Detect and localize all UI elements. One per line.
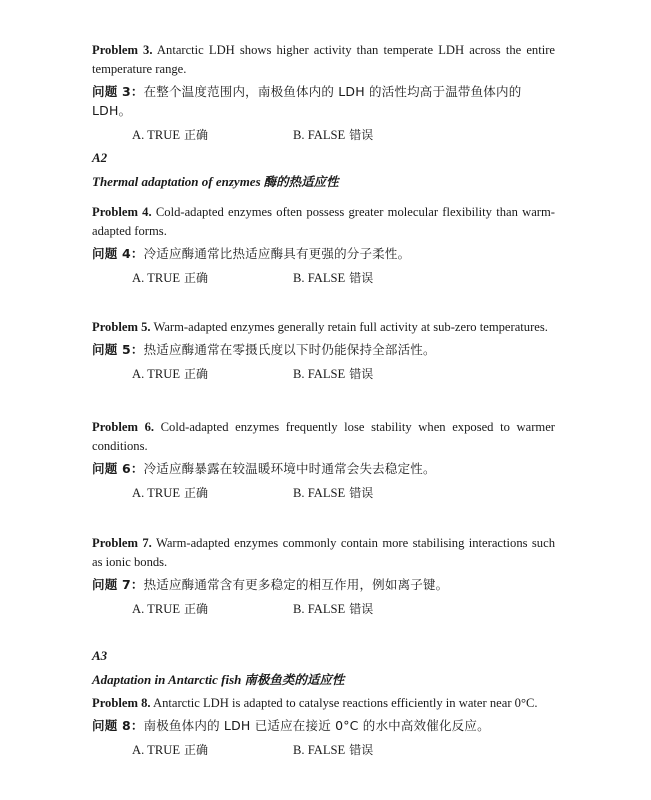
problem-3-text: Antarctic LDH shows higher activity than temperate LDH across the entire temperature range. xyxy=(92,43,555,76)
problem-4-text: Cold-adapted enzymes often possess greater molecular flexibility than warm-adapted forms. xyxy=(92,205,555,238)
problem-5 xyxy=(92,318,555,385)
problem-4-zh-label: 问题 4： xyxy=(92,246,144,261)
problem-6-option-true[interactable] xyxy=(132,484,208,503)
option-label: A. TRUE xyxy=(132,602,181,616)
option-label: B. FALSE xyxy=(293,486,346,500)
option-label-zh: 正确 xyxy=(184,128,209,142)
problem-5-chinese xyxy=(92,340,555,359)
problem-3-options xyxy=(92,126,555,146)
problem-6-option-false[interactable] xyxy=(293,484,373,503)
problem-5-zh-text: 热适应酶通常在零摄氏度以下时仍能保持全部活性。 xyxy=(143,342,436,357)
section-a2-id: A2 xyxy=(92,150,108,165)
section-a3-title-en: Adaptation in Antarctic fish xyxy=(92,672,242,687)
problem-5-label: Problem 5. xyxy=(92,320,151,334)
problem-3-zh-label: 问题 3： xyxy=(92,84,144,99)
problem-4 xyxy=(92,203,555,289)
problem-8-text: Antarctic LDH is adapted to catalyse reactions efficiently in water near 0°C. xyxy=(150,696,538,710)
option-label: A. TRUE xyxy=(132,367,181,381)
option-label-zh: 正确 xyxy=(184,271,209,285)
problem-4-label: Problem 4. xyxy=(92,205,152,219)
section-a2-title-zh: 酶的热适应性 xyxy=(263,174,339,189)
option-label-zh: 正确 xyxy=(184,602,209,616)
problem-7-zh-text: 热适应酶通常含有更多稳定的相互作用，例如离子键。 xyxy=(143,577,449,592)
option-label: B. FALSE xyxy=(293,128,346,142)
problem-6-chinese xyxy=(92,459,555,478)
option-label: A. TRUE xyxy=(132,743,181,757)
problem-7-zh-label: 问题 7： xyxy=(92,577,144,592)
option-label-zh: 错误 xyxy=(349,602,374,616)
problem-7-option-true[interactable] xyxy=(132,600,208,619)
problem-5-zh-label: 问题 5： xyxy=(92,342,144,357)
option-label-zh: 错误 xyxy=(349,271,374,285)
problem-8 xyxy=(92,694,555,761)
problem-7-chinese xyxy=(92,575,555,594)
option-label-zh: 错误 xyxy=(349,743,374,757)
option-label: A. TRUE xyxy=(132,128,181,142)
problem-5-option-true[interactable] xyxy=(132,365,208,384)
option-label: A. TRUE xyxy=(132,271,181,285)
section-a3-id: A3 xyxy=(92,648,108,663)
problem-4-chinese xyxy=(92,244,555,263)
problem-8-chinese xyxy=(92,716,555,735)
problem-6-options xyxy=(92,484,555,504)
option-label-zh: 错误 xyxy=(349,128,374,142)
option-label: B. FALSE xyxy=(293,271,346,285)
problem-7-english xyxy=(92,534,555,572)
option-label: B. FALSE xyxy=(293,367,346,381)
problem-4-english xyxy=(92,203,555,241)
problem-3 xyxy=(92,41,555,146)
problem-3-label: Problem 3. xyxy=(92,43,153,57)
problem-6-zh-label: 问题 6： xyxy=(92,461,144,476)
option-label: B. FALSE xyxy=(293,602,346,616)
problem-3-option-false[interactable] xyxy=(293,126,373,145)
problem-6-english xyxy=(92,418,555,456)
problem-7-text: Warm-adapted enzymes commonly contain more stabilising interactions such as ionic bonds. xyxy=(92,536,555,569)
problem-8-label: Problem 8. xyxy=(92,696,151,710)
option-label-zh: 正确 xyxy=(184,486,209,500)
problem-8-options xyxy=(92,741,555,761)
problem-7-label: Problem 7. xyxy=(92,536,152,550)
problem-6-zh-text: 冷适应酶暴露在较温暖环境中时通常会失去稳定性。 xyxy=(143,461,436,476)
problem-6-text: Cold-adapted enzymes frequently lose stability when exposed to warmer conditions. xyxy=(92,420,555,453)
problem-4-zh-text: 冷适应酶通常比热适应酶具有更强的分子柔性。 xyxy=(143,246,411,261)
problem-4-options xyxy=(92,269,555,289)
option-label-zh: 错误 xyxy=(349,367,374,381)
problem-7 xyxy=(92,534,555,620)
option-label-zh: 错误 xyxy=(349,486,374,500)
problem-8-english xyxy=(92,694,555,713)
problem-6 xyxy=(92,418,555,504)
problem-7-options xyxy=(92,600,555,620)
problem-3-option-true[interactable] xyxy=(132,126,208,145)
problem-3-zh-text: 在整个温度范围内，南极鱼体内的 LDH 的活性均高于温带鱼体内的 LDH。 xyxy=(92,84,522,118)
section-a2-title xyxy=(92,172,339,190)
section-a2-title-en: Thermal adaptation of enzymes xyxy=(92,174,261,189)
option-label: A. TRUE xyxy=(132,486,181,500)
problem-7-option-false[interactable] xyxy=(293,600,373,619)
problem-5-english xyxy=(92,318,555,337)
option-label-zh: 正确 xyxy=(184,743,209,757)
section-a3-title-zh: 南极鱼类的适应性 xyxy=(244,672,345,687)
problem-8-option-false[interactable] xyxy=(293,741,373,760)
option-label: B. FALSE xyxy=(293,743,346,757)
problem-8-zh-text: 南极鱼体内的 LDH 已适应在接近 0°C 的水中高效催化反应。 xyxy=(143,718,490,733)
problem-4-option-false[interactable] xyxy=(293,269,373,288)
problem-5-text: Warm-adapted enzymes generally retain full activity at sub-zero temperatures. xyxy=(150,320,548,334)
problem-4-option-true[interactable] xyxy=(132,269,208,288)
problem-3-chinese xyxy=(92,82,555,120)
section-a3-title xyxy=(92,670,344,688)
problem-5-options xyxy=(92,365,555,385)
problem-5-option-false[interactable] xyxy=(293,365,373,384)
problem-8-option-true[interactable] xyxy=(132,741,208,760)
problem-8-zh-label: 问题 8： xyxy=(92,718,144,733)
problem-3-english xyxy=(92,41,555,79)
problem-6-label: Problem 6. xyxy=(92,420,155,434)
option-label-zh: 正确 xyxy=(184,367,209,381)
